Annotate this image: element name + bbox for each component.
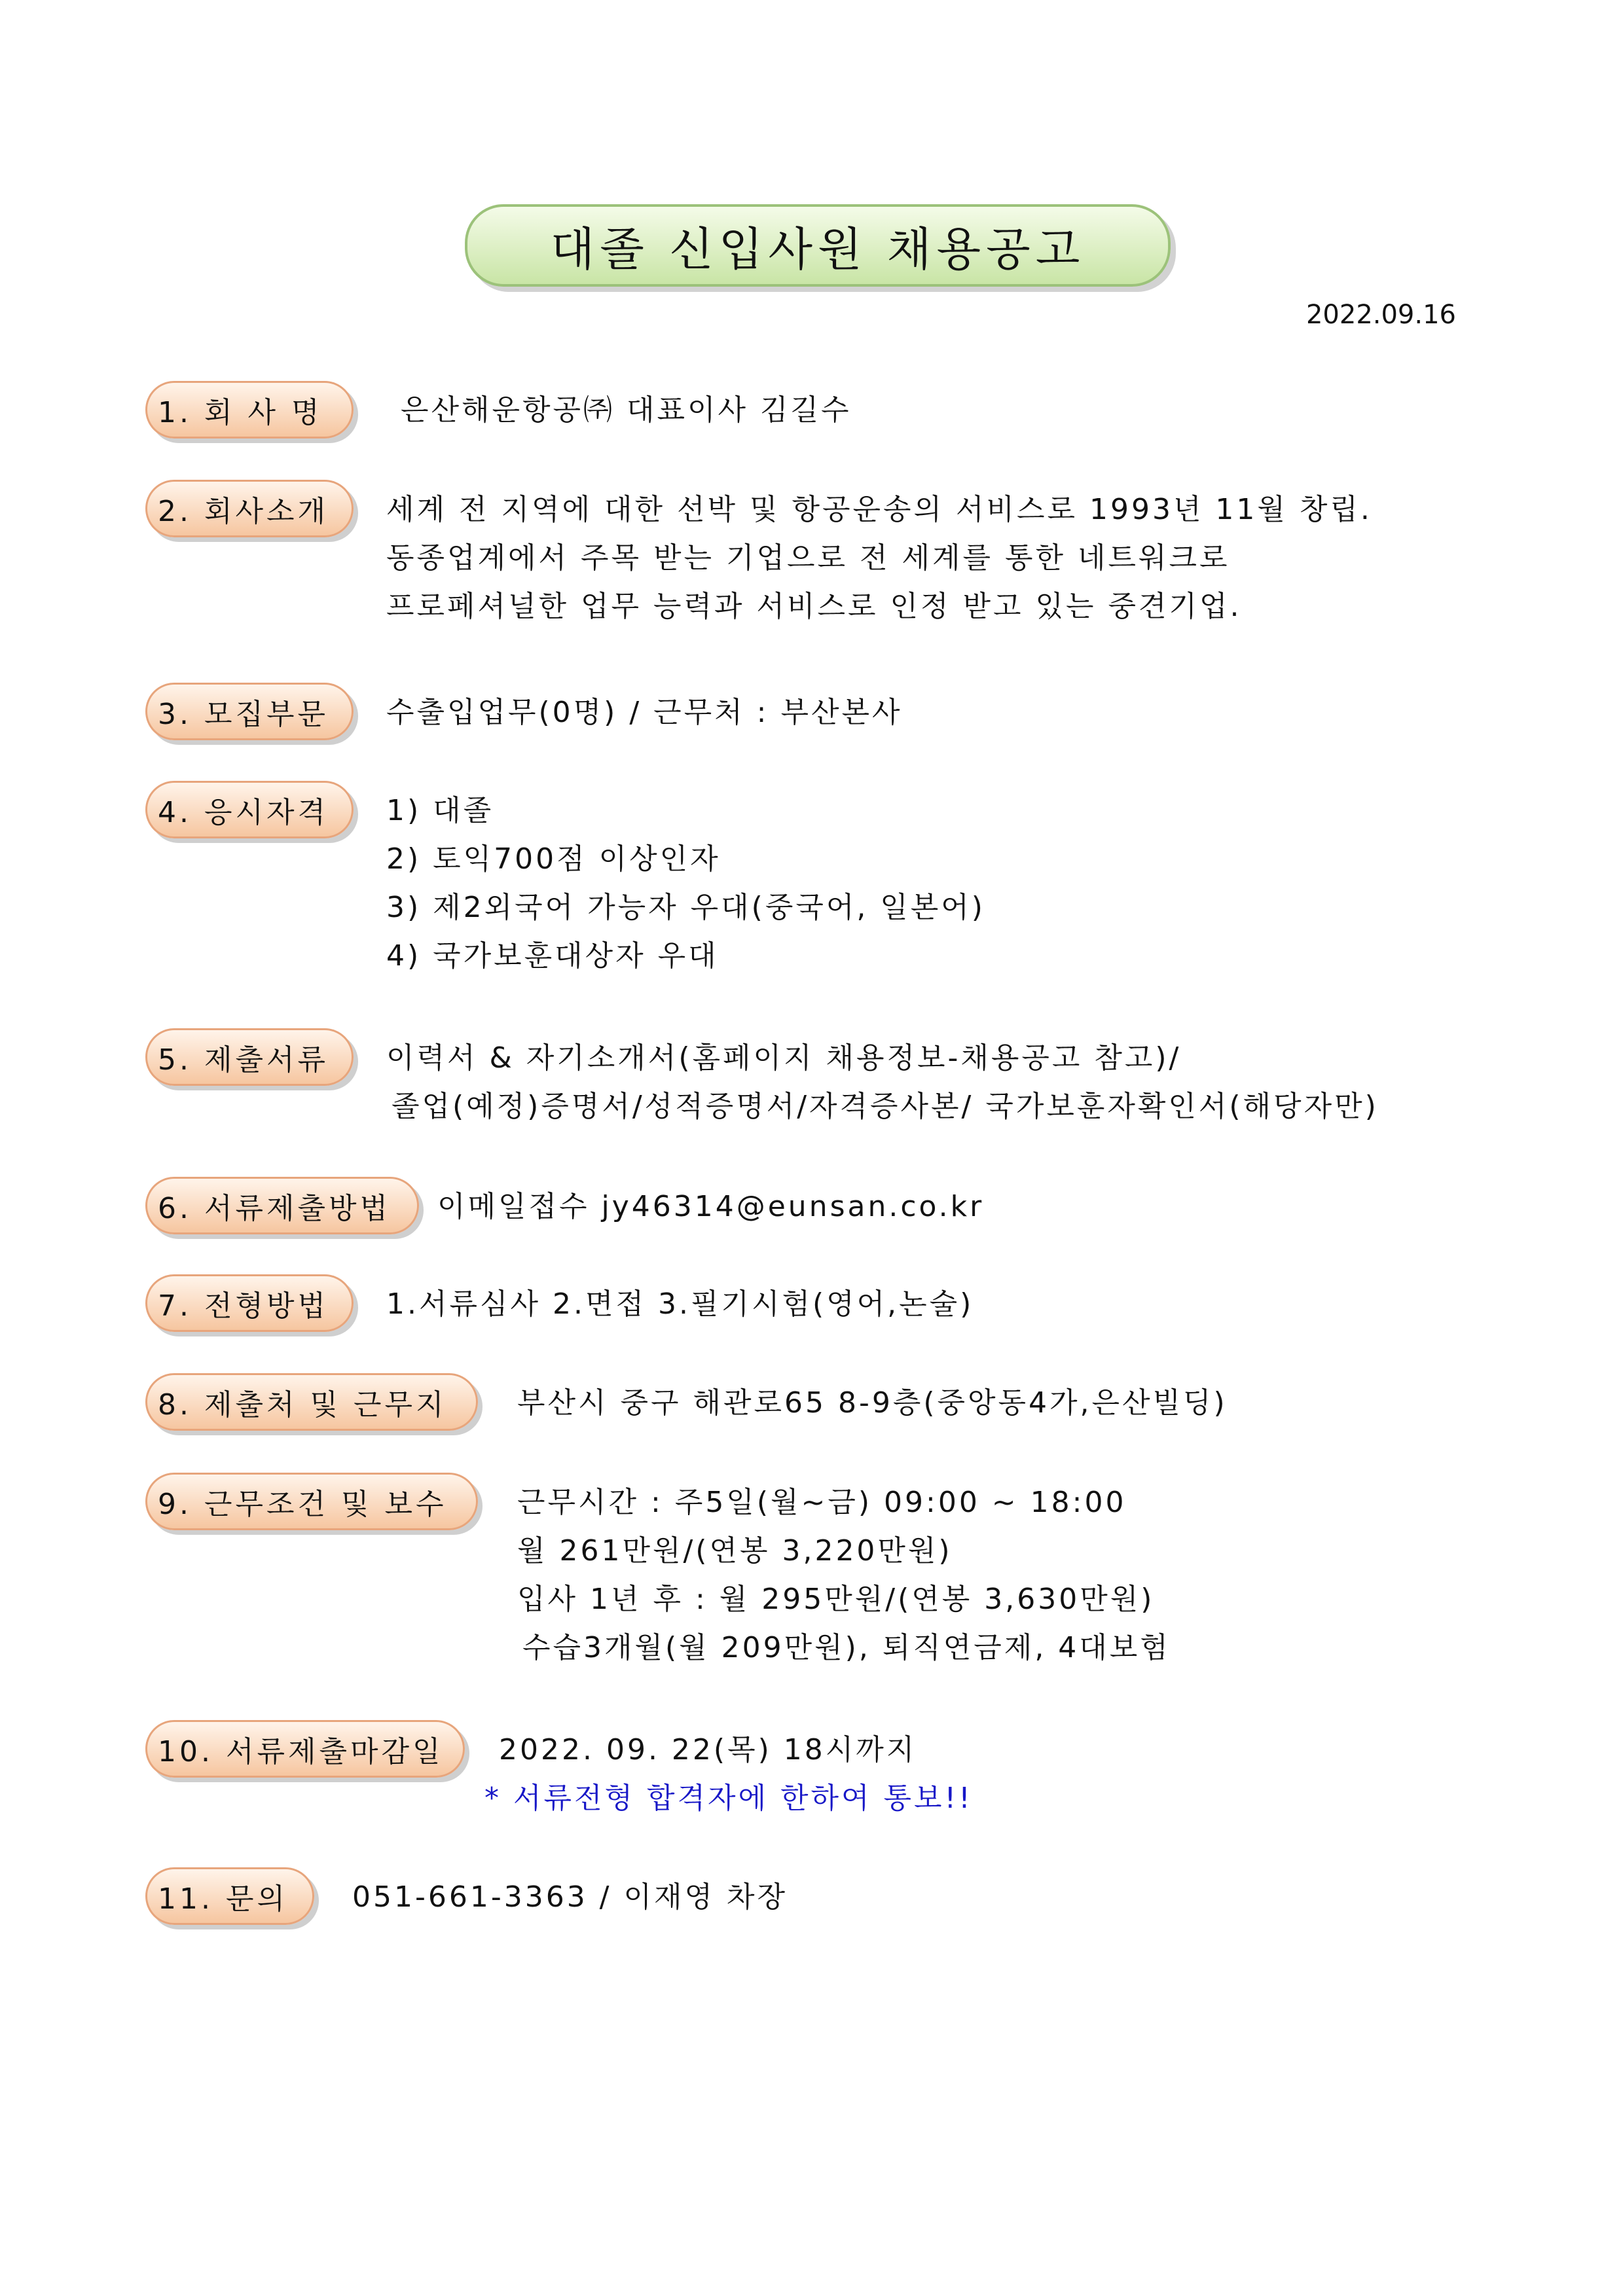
section-label-qualifications: 4. 응시자격 (145, 781, 354, 838)
qualification-item-3: 3) 제2외국어 가능자 우대(중국어, 일본어) (386, 891, 985, 924)
section-label-company-intro: 2. 회사소개 (145, 480, 354, 537)
workplace-text: 부산시 중구 해관로65 8-9층(중앙동4가,은산빌딩) (517, 1386, 1228, 1420)
pass-notice-text: * 서류전형 합격자에 한하여 통보!! (484, 1782, 973, 1815)
company-name-text: 은산해운항공㈜ 대표이사 김길수 (401, 393, 852, 427)
company-intro-line-1: 세계 전 지역에 대한 선박 및 항공운송의 서비스로 1993년 11월 창립. (386, 493, 1372, 526)
company-intro-line-2: 동종업계에서 주목 받는 기업으로 전 세계를 통한 네트워크로 (386, 541, 1230, 575)
documents-line-2: 졸업(예정)증명서/성적증명서/자격증사본/ 국가보훈자확인서(해당자만) (392, 1090, 1379, 1123)
section-label-contact: 11. 문의 (145, 1867, 314, 1925)
work-hours-text: 근무시간 : 주5일(월~금) 09:00 ~ 18:00 (517, 1486, 1127, 1519)
submission-method-text: 이메일접수 jy46314@eunsan.co.kr (437, 1190, 985, 1223)
section-label-documents: 5. 제출서류 (145, 1028, 354, 1086)
deadline-text: 2022. 09. 22(목) 18시까지 (499, 1733, 917, 1767)
initial-salary-text: 월 261만원/(연봉 3,220만원) (517, 1534, 953, 1568)
section-label-workplace: 8. 제출처 및 근무지 (145, 1373, 478, 1431)
company-intro-line-3: 프로페셔널한 업무 능력과 서비스로 인정 받고 있는 중견기업. (386, 590, 1242, 623)
section-label-recruit-field: 3. 모집부문 (145, 683, 354, 740)
page-title: 대졸 신입사원 채용공고 (465, 204, 1171, 287)
qualification-item-4: 4) 국가보훈대상자 우대 (386, 939, 719, 973)
section-label-conditions-pay: 9. 근무조건 및 보수 (145, 1473, 478, 1530)
probation-benefits-text: 수습3개월(월 209만원), 퇴직연금제, 4대보험 (522, 1631, 1171, 1664)
section-label-selection-process: 7. 전형방법 (145, 1274, 354, 1332)
documents-line-1: 이력서 & 자기소개서(홈페이지 채용정보-채용공고 참고)/ (386, 1041, 1182, 1075)
contact-text: 051-661-3363 / 이재영 차장 (352, 1880, 788, 1914)
section-label-submission-method: 6. 서류제출방법 (145, 1177, 419, 1234)
qualification-item-2: 2) 토익700점 이상인자 (386, 842, 721, 876)
section-label-deadline: 10. 서류제출마감일 (145, 1720, 465, 1778)
selection-process-text: 1.서류심사 2.면접 3.필기시험(영어,논술) (386, 1287, 974, 1321)
section-label-company-name: 1. 회 사 명 (145, 381, 354, 439)
salary-after-one-year-text: 입사 1년 후 : 월 295만원/(연봉 3,630만원) (517, 1583, 1155, 1616)
qualification-item-1: 1) 대졸 (386, 794, 494, 827)
recruit-field-text: 수출입업무(0명) / 근무처 : 부산본사 (386, 696, 903, 729)
posting-date: 2022.09.16 (1305, 300, 1456, 330)
